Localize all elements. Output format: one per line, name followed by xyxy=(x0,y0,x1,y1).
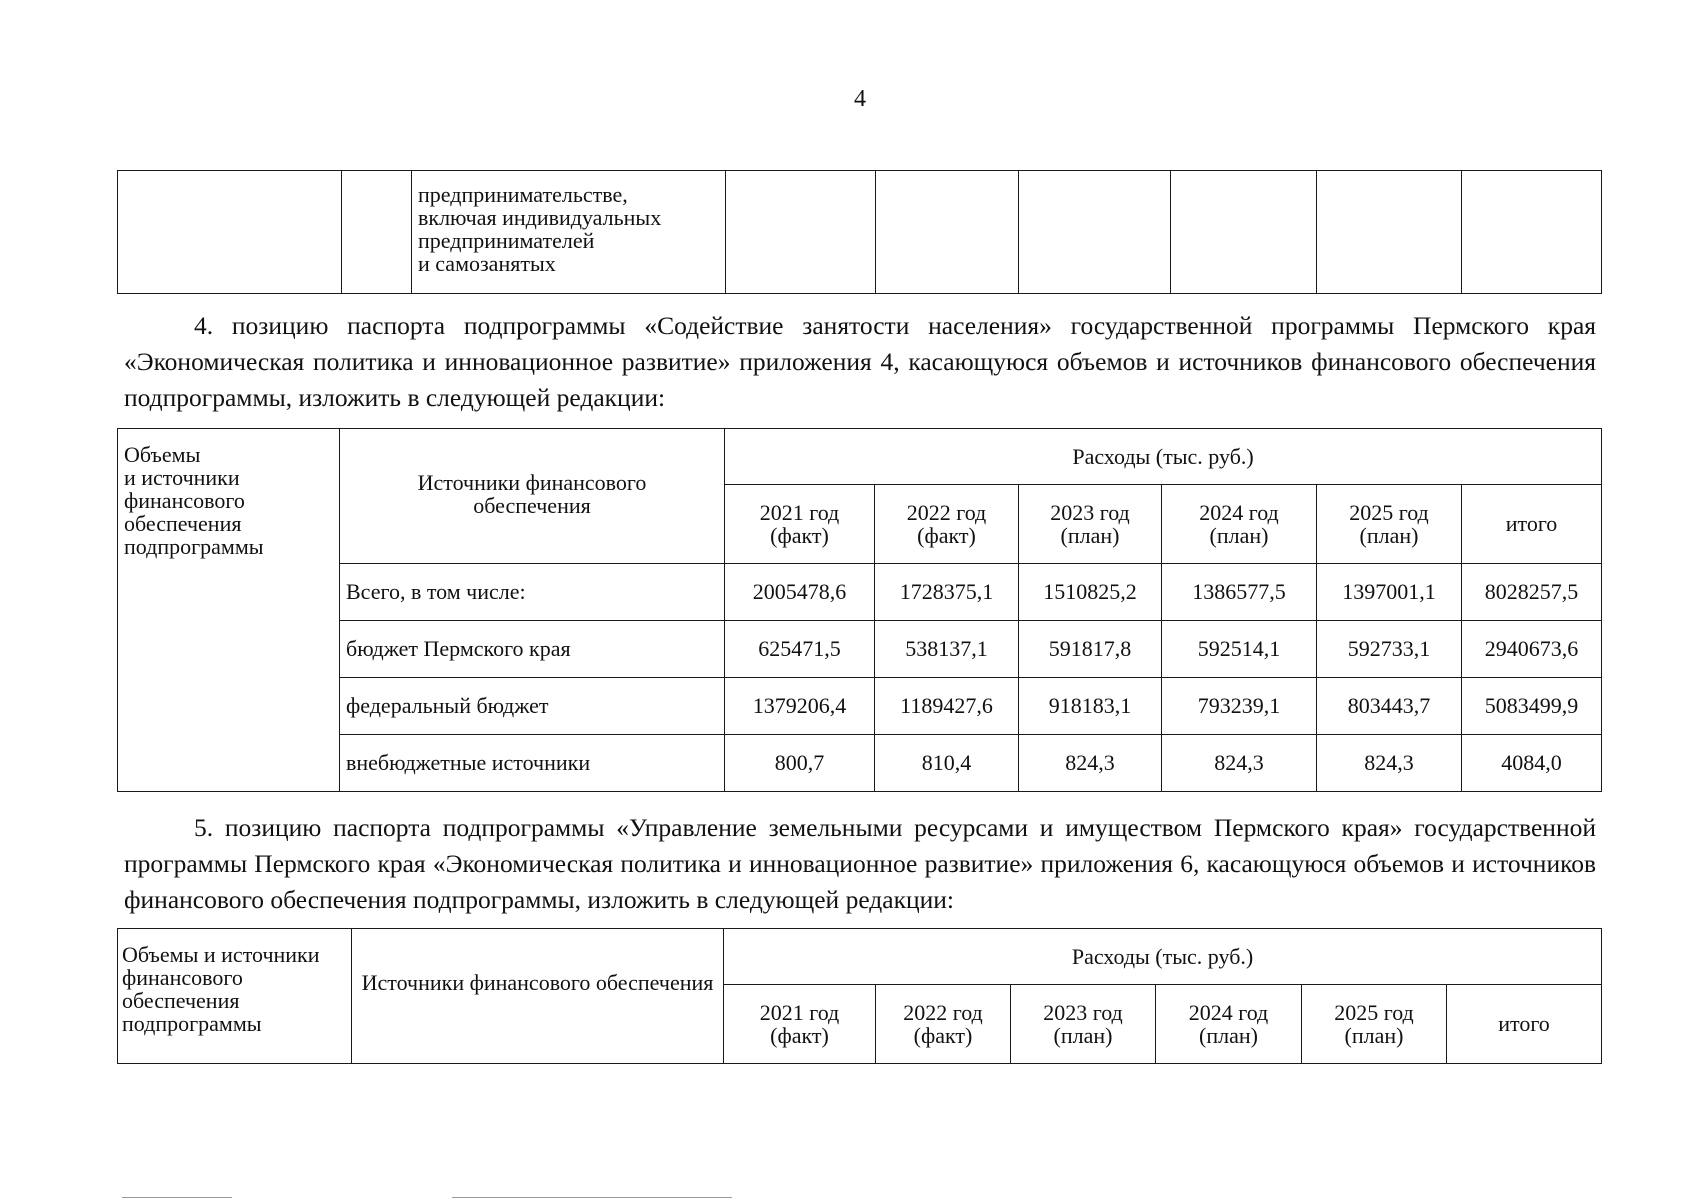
table-row xyxy=(118,564,1602,621)
value-cell: 5083499,9 xyxy=(1462,678,1602,735)
value-cell: 824,3 xyxy=(1019,735,1162,792)
left-header-line: подпрограммы xyxy=(124,534,264,560)
continuation-table xyxy=(117,170,1602,294)
value-cell: 592733,1 xyxy=(1317,621,1462,678)
year-header: 2022 год (факт) xyxy=(875,485,1019,564)
cell-line: предпринимателей xyxy=(418,228,595,254)
empty-cell xyxy=(876,171,1019,294)
empty-cell xyxy=(726,171,876,294)
left-header-line: финансового xyxy=(124,488,245,514)
value-cell: 2005478,6 xyxy=(725,564,875,621)
value-cell: 1728375,1 xyxy=(875,564,1019,621)
value-cell: 591817,8 xyxy=(1019,621,1162,678)
source-header: Источники финансового обеспечения xyxy=(340,429,725,564)
empty-cell xyxy=(1462,171,1602,294)
source-header: Источники финансового обеспечения xyxy=(352,929,724,1064)
left-header xyxy=(118,429,340,792)
total-header: итого xyxy=(1462,485,1602,564)
total-header: итого xyxy=(1447,985,1602,1064)
row-label: федеральный бюджет xyxy=(340,678,725,735)
left-header-line: обеспечения xyxy=(124,511,242,537)
value-cell: 800,7 xyxy=(725,735,875,792)
value-cell: 824,3 xyxy=(1317,735,1462,792)
value-cell: 1397001,1 xyxy=(1317,564,1462,621)
value-cell: 824,3 xyxy=(1162,735,1317,792)
value-cell: 803443,7 xyxy=(1317,678,1462,735)
value-cell: 625471,5 xyxy=(725,621,875,678)
row-label: внебюджетные источники xyxy=(340,735,725,792)
left-header xyxy=(118,929,352,1064)
value-cell: 1189427,6 xyxy=(875,678,1019,735)
left-header-line: подпрограммы xyxy=(122,1011,262,1037)
year-header: 2022 год (факт) xyxy=(876,985,1011,1064)
value-cell: 1386577,5 xyxy=(1162,564,1317,621)
scan-artifact-line xyxy=(452,1197,732,1198)
year-header: 2023 год (план) xyxy=(1019,485,1162,564)
year-header: 2024 год (план) xyxy=(1156,985,1302,1064)
cell-line: предпринимательстве, xyxy=(418,182,628,207)
empty-cell xyxy=(1019,171,1171,294)
left-header-line: и источники xyxy=(124,465,240,491)
row-label: бюджет Пермского края xyxy=(340,621,725,678)
paragraph-4: 4. позицию паспорта подпрограммы «Содействие занятости населения» государственной программы Пермского края «Экономическая политика и инновационное развитие» приложения 4, касающуюся объемов и источников финансового обеспечения подпрограммы, изложить в следующей редакции: xyxy=(124,311,1596,412)
empty-cell xyxy=(1171,171,1317,294)
left-header-line: Объемы и источники xyxy=(122,942,320,967)
paragraph-5: 5. позицию паспорта подпрограммы «Управление земельными ресурсами и имуществом Пермского края» государственной программы Пермского края «Экономическая политика и инновационное развитие» приложения 6, касающуюся объемов и источников финансового обеспечения подпрограммы, изложить в следующей редакции: xyxy=(124,813,1596,914)
value-cell: 4084,0 xyxy=(1462,735,1602,792)
year-header: 2025 год (план) xyxy=(1317,485,1462,564)
year-header: 2024 год (план) xyxy=(1162,485,1317,564)
left-header-line: обеспечения xyxy=(122,988,240,1014)
table-row xyxy=(118,621,1602,678)
cell-line: включая индивидуальных xyxy=(418,205,662,231)
funding-table-employment xyxy=(117,428,1602,792)
expenses-header: Расходы (тыс. руб.) xyxy=(724,929,1602,985)
table-row xyxy=(118,678,1602,735)
value-cell: 810,4 xyxy=(875,735,1019,792)
value-cell: 918183,1 xyxy=(1019,678,1162,735)
left-header-line: Объемы xyxy=(124,442,201,467)
empty-cell xyxy=(1317,171,1462,294)
empty-cell xyxy=(118,171,342,294)
scan-artifact-line xyxy=(122,1197,232,1198)
value-cell: 1510825,2 xyxy=(1019,564,1162,621)
year-header: 2021 год (факт) xyxy=(725,485,875,564)
table-row xyxy=(118,735,1602,792)
empty-cell xyxy=(342,171,412,294)
row-label: Всего, в том числе: xyxy=(340,564,725,621)
value-cell: 8028257,5 xyxy=(1462,564,1602,621)
funding-table-land xyxy=(117,928,1602,1064)
value-cell: 2940673,6 xyxy=(1462,621,1602,678)
year-header: 2023 год (план) xyxy=(1011,985,1156,1064)
value-cell: 793239,1 xyxy=(1162,678,1317,735)
value-cell: 1379206,4 xyxy=(725,678,875,735)
value-cell: 592514,1 xyxy=(1162,621,1317,678)
cell-line: и самозанятых xyxy=(418,251,556,277)
left-header-line: финансового xyxy=(122,965,243,991)
expenses-header: Расходы (тыс. руб.) xyxy=(725,429,1602,485)
text-cell xyxy=(412,171,726,294)
page-number: 4 xyxy=(854,86,866,112)
year-header: 2025 год (план) xyxy=(1302,985,1447,1064)
year-header: 2021 год (факт) xyxy=(724,985,876,1064)
value-cell: 538137,1 xyxy=(875,621,1019,678)
